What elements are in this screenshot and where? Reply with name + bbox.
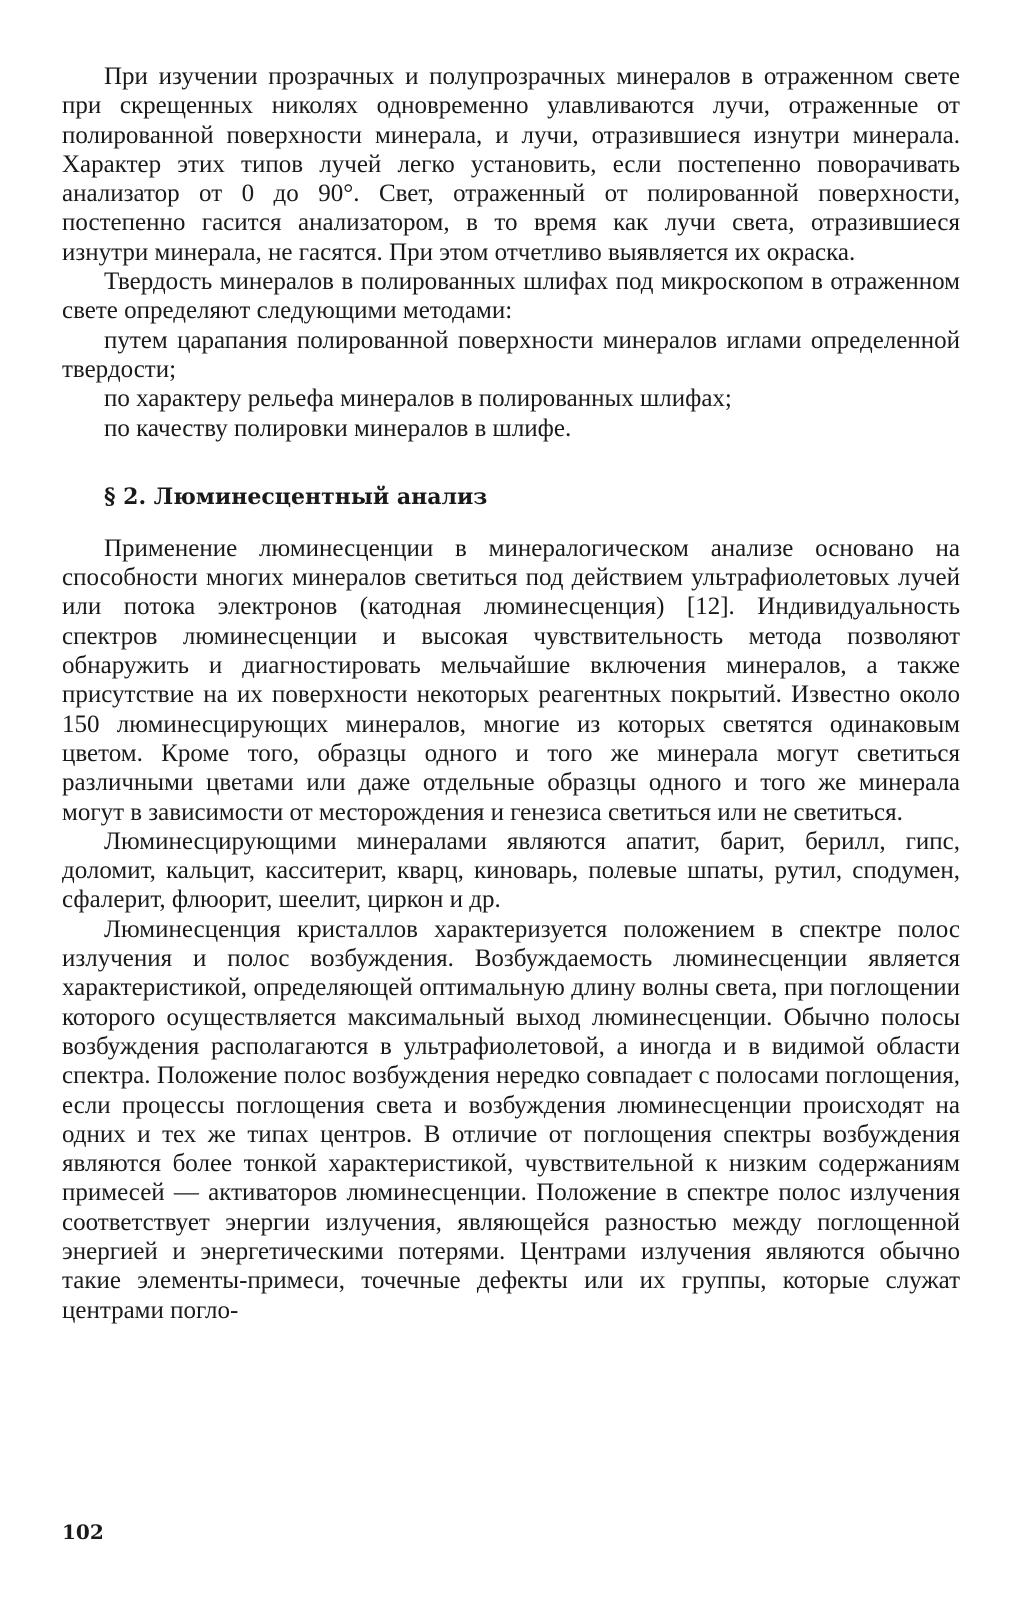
- list-item-scratching: путем царапания полированной поверхности минералов иглами определенной твердости;: [62, 326, 960, 383]
- list-item-relief: по характеру рельефа минералов в полированных шлифах;: [104, 385, 732, 413]
- page-text-column: [62, 62, 960, 1325]
- section-heading: § 2. Люминесцентный анализ: [104, 483, 488, 510]
- paragraph-crystal-luminescence: Люминесценция кристаллов характеризуется положением в спектре полос излучения и полос возбуждения. Возбуждаемость люминесценции является характеристикой, определяющей оптимальную длину волны света, при поглощении которого осуществляется максимальный выход люминесценции. Обычно полосы возбуждения располагаются в ультрафиолетовой, а иногда и в видимой области спектра. Положение полос возбуждения нередко совпадает с полосами поглощения, если процессы поглощения света и возбуждения люминесценции происходят на одних и тех же типах центров. В отличие от поглощения спектры возбуждения являются более тонкой характеристикой, чувствительной к низким содержаниям примесей — активаторов люминесценции. Положение в спектре полос излучения соответствует энергии излучения, являющейся разностью между поглощенной энергией и энергетическими потерями. Центрами излучения являются обычно такие элементы-примеси, точечные дефекты или их группы, которые служат центрами погло-: [62, 915, 960, 1324]
- page-number: 102: [62, 1520, 104, 1544]
- paragraph-hardness-methods: Твердость минералов в полированных шлифах под микроскопом в отраженном свете определяют следующими методами:: [62, 268, 960, 325]
- paragraph-luminescent-minerals: Люминесцирующими минералами являются апатит, барит, берилл, гипс, доломит, кальцит, касситерит, кварц, киноварь, полевые шпаты, рутил, сподумен, сфалерит, флюорит, шеелит, циркон и др.: [62, 827, 960, 914]
- paragraph-luminescence-intro: Применение люминесценции в минералогическом анализе основано на способности многих минералов светиться под действием ультрафиолетовых лучей или потока электронов (катодная люминесценция) [12]. Индивидуальность спектров люминесценции и высокая чувствительность метода позволяют обнаружить и диагностировать мельчайшие включения минералов, а также присутствие на их поверхности некоторых реагентных покрытий. Известно около 150 люминесцирующих минералов, многие из которых светятся одинаковым цветом. Кроме того, образцы одного и того же минерала могут светиться различными цветами или даже отдельные образцы одного и того же минерала могут в зависимости от месторождения и генезиса светиться или не светиться.: [62, 534, 960, 826]
- paragraph-reflected-light: При изучении прозрачных и полупрозрачных минералов в отраженном свете при скрещенных николях одновременно улавливаются лучи, отраженные от полированной поверхности минерала, и лучи, отразившиеся изнутри минерала. Характер этих типов лучей легко установить, если постепенно поворачивать анализатор от 0 до 90°. Свет, отраженный от полированной поверхности, постепенно гасится анализатором, в то время как лучи света, отразившиеся изнутри минерала, не гасятся. При этом отчетливо выявляется их окраска.: [62, 63, 960, 266]
- list-item-polish-quality: по качеству полировки минералов в шлифе.: [104, 414, 572, 442]
